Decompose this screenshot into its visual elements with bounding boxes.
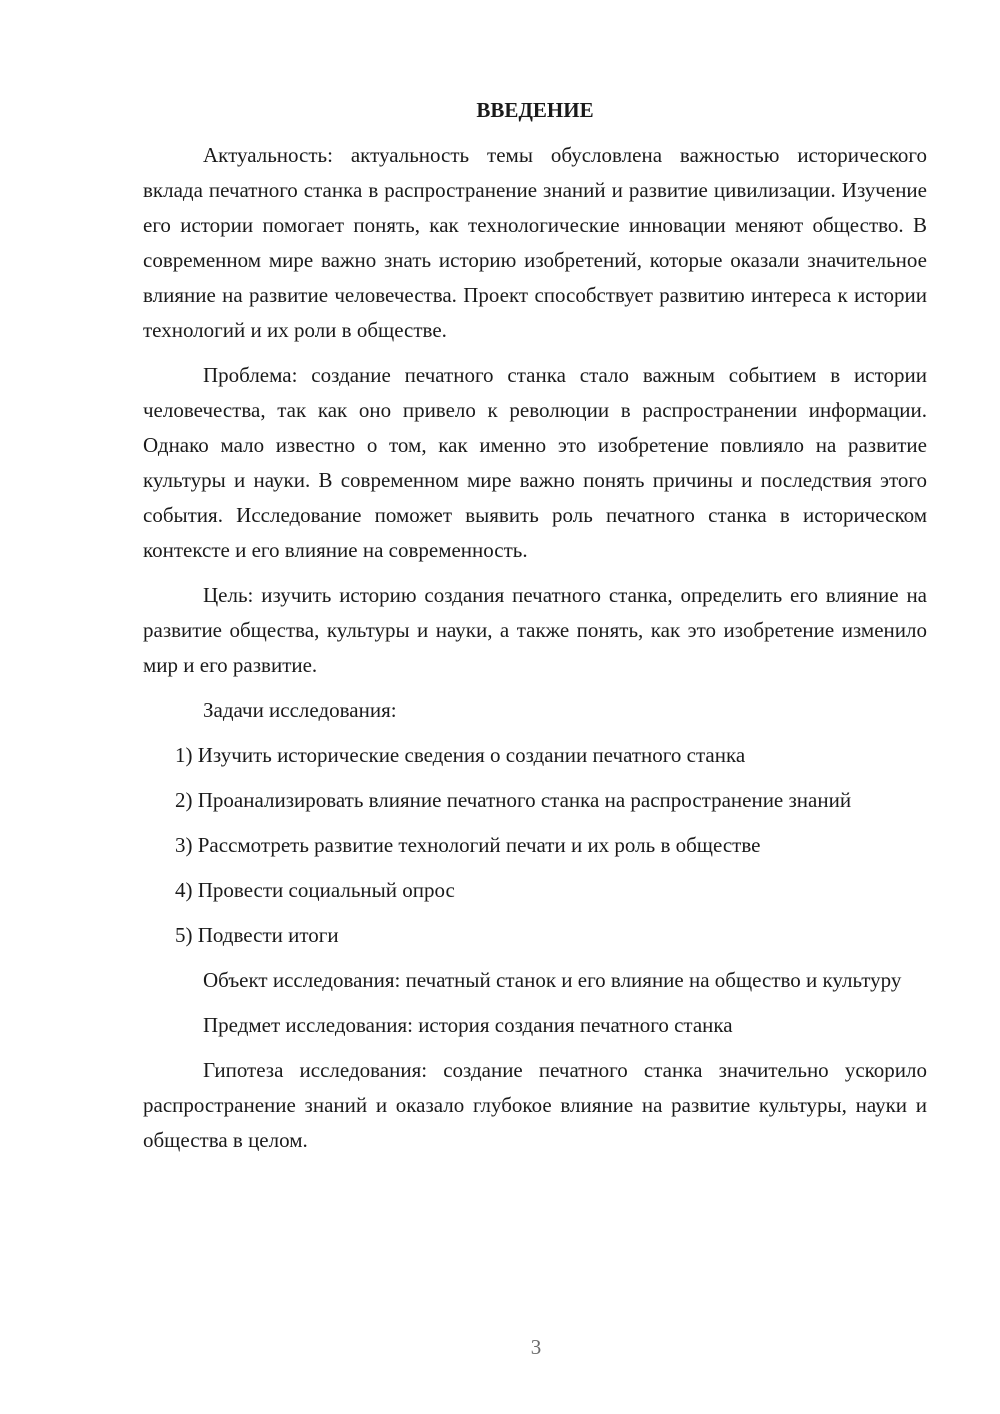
page-content xyxy=(143,93,927,1168)
hypothesis-paragraph: Гипотеза исследования: создание печатного станка значительно ускорило распространение знаний и оказало глубокое влияние на развитие культуры, науки и общества в целом. xyxy=(143,1058,927,1152)
problem-paragraph: Проблема: создание печатного станка стало важным событием в истории человечества, так как оно привело к революции в распространении информации. Однако мало известно о том, как именно это изобретение повлияло на развитие культуры и науки. В современном мире важно понять причины и последствия этого события. Исследование поможет выявить роль печатного станка в историческом контексте и его влияние на современность. xyxy=(143,363,927,562)
task-item: 5) Подвести итоги xyxy=(175,923,339,947)
task-item: 1) Изучить исторические сведения о создании печатного станка xyxy=(175,743,746,767)
page-number: 3 xyxy=(530,1335,542,1359)
relevance-paragraph: Актуальность: актуальность темы обусловлена важностью исторического вклада печатного станка в распространение знаний и развитие цивилизации. Изучение его истории помогает понять, как технологические инновации меняют общество. В современном мире важно знать историю изобретений, которые оказали значительное влияние на развитие человечества. Проект способствует развитию интереса к истории технологий и их роли в обществе. xyxy=(143,143,927,342)
page-title: ВВЕДЕНИЕ xyxy=(476,98,594,122)
tasks-title: Задачи исследования: xyxy=(203,698,397,722)
task-item: 3) Рассмотреть развитие технологий печати и их роль в обществе xyxy=(175,833,761,857)
object-paragraph: Объект исследования: печатный станок и его влияние на общество и культуру xyxy=(203,968,902,992)
goal-paragraph: Цель: изучить историю создания печатного станка, определить его влияние на развитие общества, культуры и науки, а также понять, как это изобретение изменило мир и его развитие. xyxy=(143,583,927,677)
tasks-list xyxy=(143,738,927,953)
task-item: 2) Проанализировать влияние печатного станка на распространение знаний xyxy=(175,788,852,812)
subject-paragraph: Предмет исследования: история создания печатного станка xyxy=(203,1013,733,1037)
task-item: 4) Провести социальный опрос xyxy=(175,878,455,902)
